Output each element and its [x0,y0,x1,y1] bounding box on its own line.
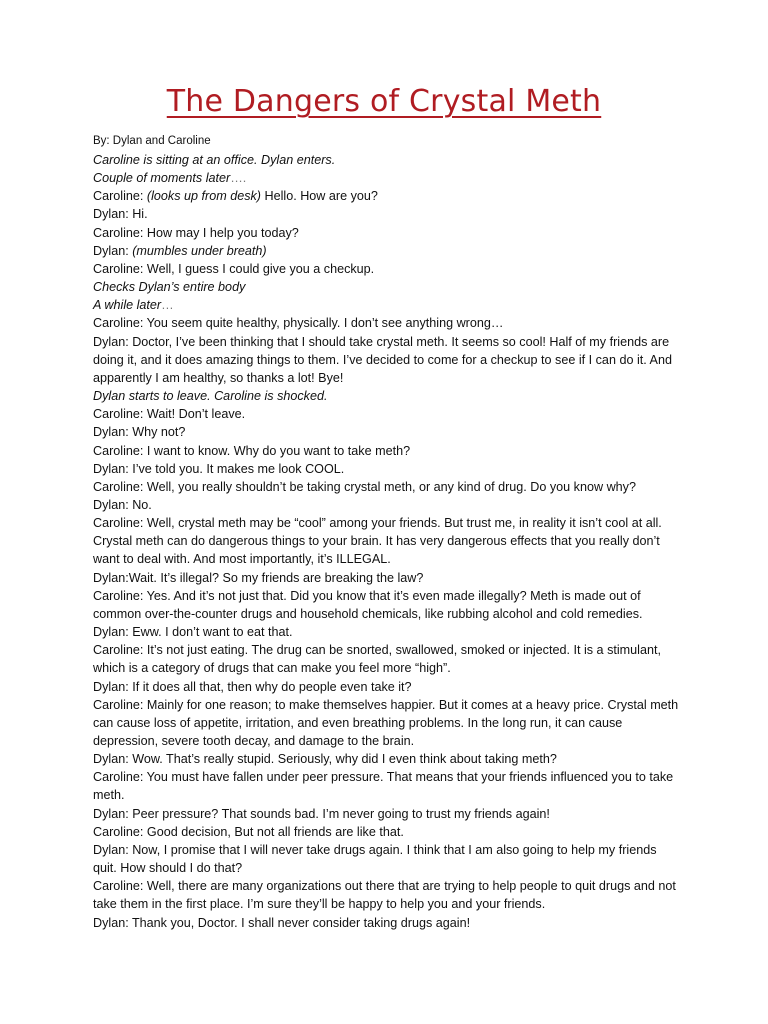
stage-direction [93,151,683,169]
speaker-name: Caroline: [93,407,147,422]
dialogue-line [93,914,683,932]
dialogue-line [93,405,683,423]
parenthetical-direction: (looks up from desk) [146,189,261,204]
dialogue-text: You seem quite healthy, physically. I don’t see anything wrong… [146,316,504,331]
speaker-name: Caroline: [93,643,147,658]
stage-text: Caroline is sitting at an office. Dylan enters. [93,153,336,167]
stage-direction [93,278,683,296]
speaker-name: Dylan: [93,334,133,349]
speaker-name: Dylan: [93,752,133,767]
dialogue-line [93,205,683,223]
dialogue-text: Wait. It’s illegal? So my friends are breaking the law? [128,570,424,585]
dialogue-line [93,877,683,913]
dialogue-line [93,242,683,260]
dialogue-text: Well, there are many organizations out there that are trying to help people to quit drugs and not take them in the first place. I’m sure they’ll be happy to help you and your friends. [93,879,680,912]
dialogue-text: Wow. That’s really stupid. Seriously, why did I even think about taking meth? [132,752,557,767]
dialogue-line [93,314,683,332]
speaker-name: Dylan: [93,679,133,694]
speaker-name: Caroline: [93,479,147,494]
dialogue-line [93,187,683,205]
dialogue-line [93,805,683,823]
dialogue-text: If it does all that, then why do people even take it? [132,679,412,694]
script-lines [93,151,683,932]
dialogue-line [93,514,683,568]
stage-text: Dylan starts to leave. Caroline is shocked. [93,389,328,404]
dialogue-line [93,678,683,696]
byline: By: Dylan and Caroline [93,135,211,147]
dialogue-text: Peer pressure? That sounds bad. I’m never going to trust my friends again! [132,806,550,821]
dialogue-line [93,768,683,804]
dialogue-text: I’ve told you. It makes me look COOL. [132,461,345,476]
dialogue-line [93,333,683,387]
dialogue-text: How may I help you today? [146,225,299,240]
dialogue-line [93,841,683,877]
dialogue-line [93,478,683,496]
speaker-name: Dylan: [93,207,133,222]
dialogue-line [93,696,683,750]
dialogue-text: I want to know. Why do you want to take meth? [146,443,411,458]
dialogue-line [93,224,683,242]
dialogue-line [93,260,683,278]
dialogue-text: Hi. [132,207,148,222]
document-body [93,133,683,932]
speaker-name: Caroline: [93,770,147,785]
speaker-name: Caroline: [93,588,147,603]
speaker-name: Caroline: [93,824,147,839]
dialogue-text: Eww. I don’t want to eat that. [132,625,293,640]
speaker-name: Caroline: [93,261,147,276]
dialogue-line [93,423,683,441]
speaker-name: Dylan: [93,243,133,258]
stage-direction [93,296,683,314]
dialogue-line [93,623,683,641]
dialogue-line [93,442,683,460]
dialogue-line [93,587,683,623]
speaker-name: Caroline: [93,879,147,894]
speaker-name: Caroline: [93,189,147,204]
speaker-name: Dylan: [93,842,133,857]
dialogue-text: You must have fallen under peer pressure. That means that your friends influenced you to take meth. [93,770,677,803]
stage-text: Checks Dylan’s entire body [93,280,246,295]
dialogue-text: Now, I promise that I will never take drugs again. I think that I am also going to help my friends quit. How should I do that? [93,842,661,876]
ellipsis: …. [230,171,247,186]
speaker-name: Caroline: [93,697,147,712]
stage-text: A while later [93,298,162,313]
dialogue-line [93,641,683,677]
speaker-name: Dylan: [93,570,129,585]
document-title: The Dangers of Crystal Meth [166,84,602,119]
speaker-name: Dylan: [93,806,133,821]
dialogue-text: Thank you, Doctor. I shall never consider taking drugs again! [131,915,471,930]
speaker-name: Caroline: [93,516,147,531]
dialogue-text: No. [132,497,152,512]
stage-text: Couple of moments later [93,171,231,186]
speaker-name: Dylan: [93,497,133,512]
speaker-name: Dylan: [93,915,132,930]
ellipsis: … [161,298,174,313]
dialogue-text: Well, crystal meth may be “cool” among your friends. But trust me, in reality it isn’t cool at all. Crystal meth can do dangerous things to your brain. It has very dangerous effects that you really don’t want to deal with. And most importantly, it’s ILLEGAL. [93,516,666,567]
speaker-name: Dylan: [93,625,133,640]
speaker-name: Dylan: [93,425,133,440]
speaker-name: Caroline: [93,225,147,240]
dialogue-line [93,823,683,841]
dialogue-text: Why not? [132,425,186,440]
dialogue-line [93,750,683,768]
dialogue-text: Yes. And it’s not just that. Did you know that it’s even made illegally? Meth is made out of common over-the-counter drugs and household chemicals, like rubbing alcohol and cold remedies. [93,588,645,621]
speaker-name: Dylan: [93,461,133,476]
dialogue-text: Mainly for one reason; to make themselves happier. But it comes at a heavy price. Crystal meth can cause loss of appetite, irritation, and even breathing problems. In the long run, it can cause depression, severe tooth decay, and damage to the brain. [93,697,682,748]
dialogue-text: Doctor, I’ve been thinking that I should take crystal meth. It seems so cool! Half of my friends are doing it, and it does amazing things to them. I’ve decided to come for a checkup to see if I can do it. And apparently I am healthy, so thanks a lot! Bye! [93,334,676,385]
speaker-name: Caroline: [93,443,147,458]
dialogue-text: Hello. How are you? [261,189,378,204]
dialogue-line [93,569,683,587]
dialogue-line [93,460,683,478]
speaker-name: Caroline: [93,316,147,331]
dialogue-text: Wait! Don’t leave. [146,407,246,422]
stage-direction [93,387,683,405]
dialogue-line [93,496,683,514]
dialogue-text: It’s not just eating. The drug can be snorted, swallowed, smoked or injected. It is a stimulant, which is a category of drugs that can make you feel more “high”. [93,643,665,676]
parenthetical-direction: (mumbles under breath) [132,243,267,258]
dialogue-text: Good decision, But not all friends are like that. [146,824,404,839]
dialogue-text: Well, I guess I could give you a checkup. [146,261,375,276]
stage-direction [93,169,683,187]
dialogue-text: Well, you really shouldn’t be taking crystal meth, or any kind of drug. Do you know why? [146,479,636,494]
